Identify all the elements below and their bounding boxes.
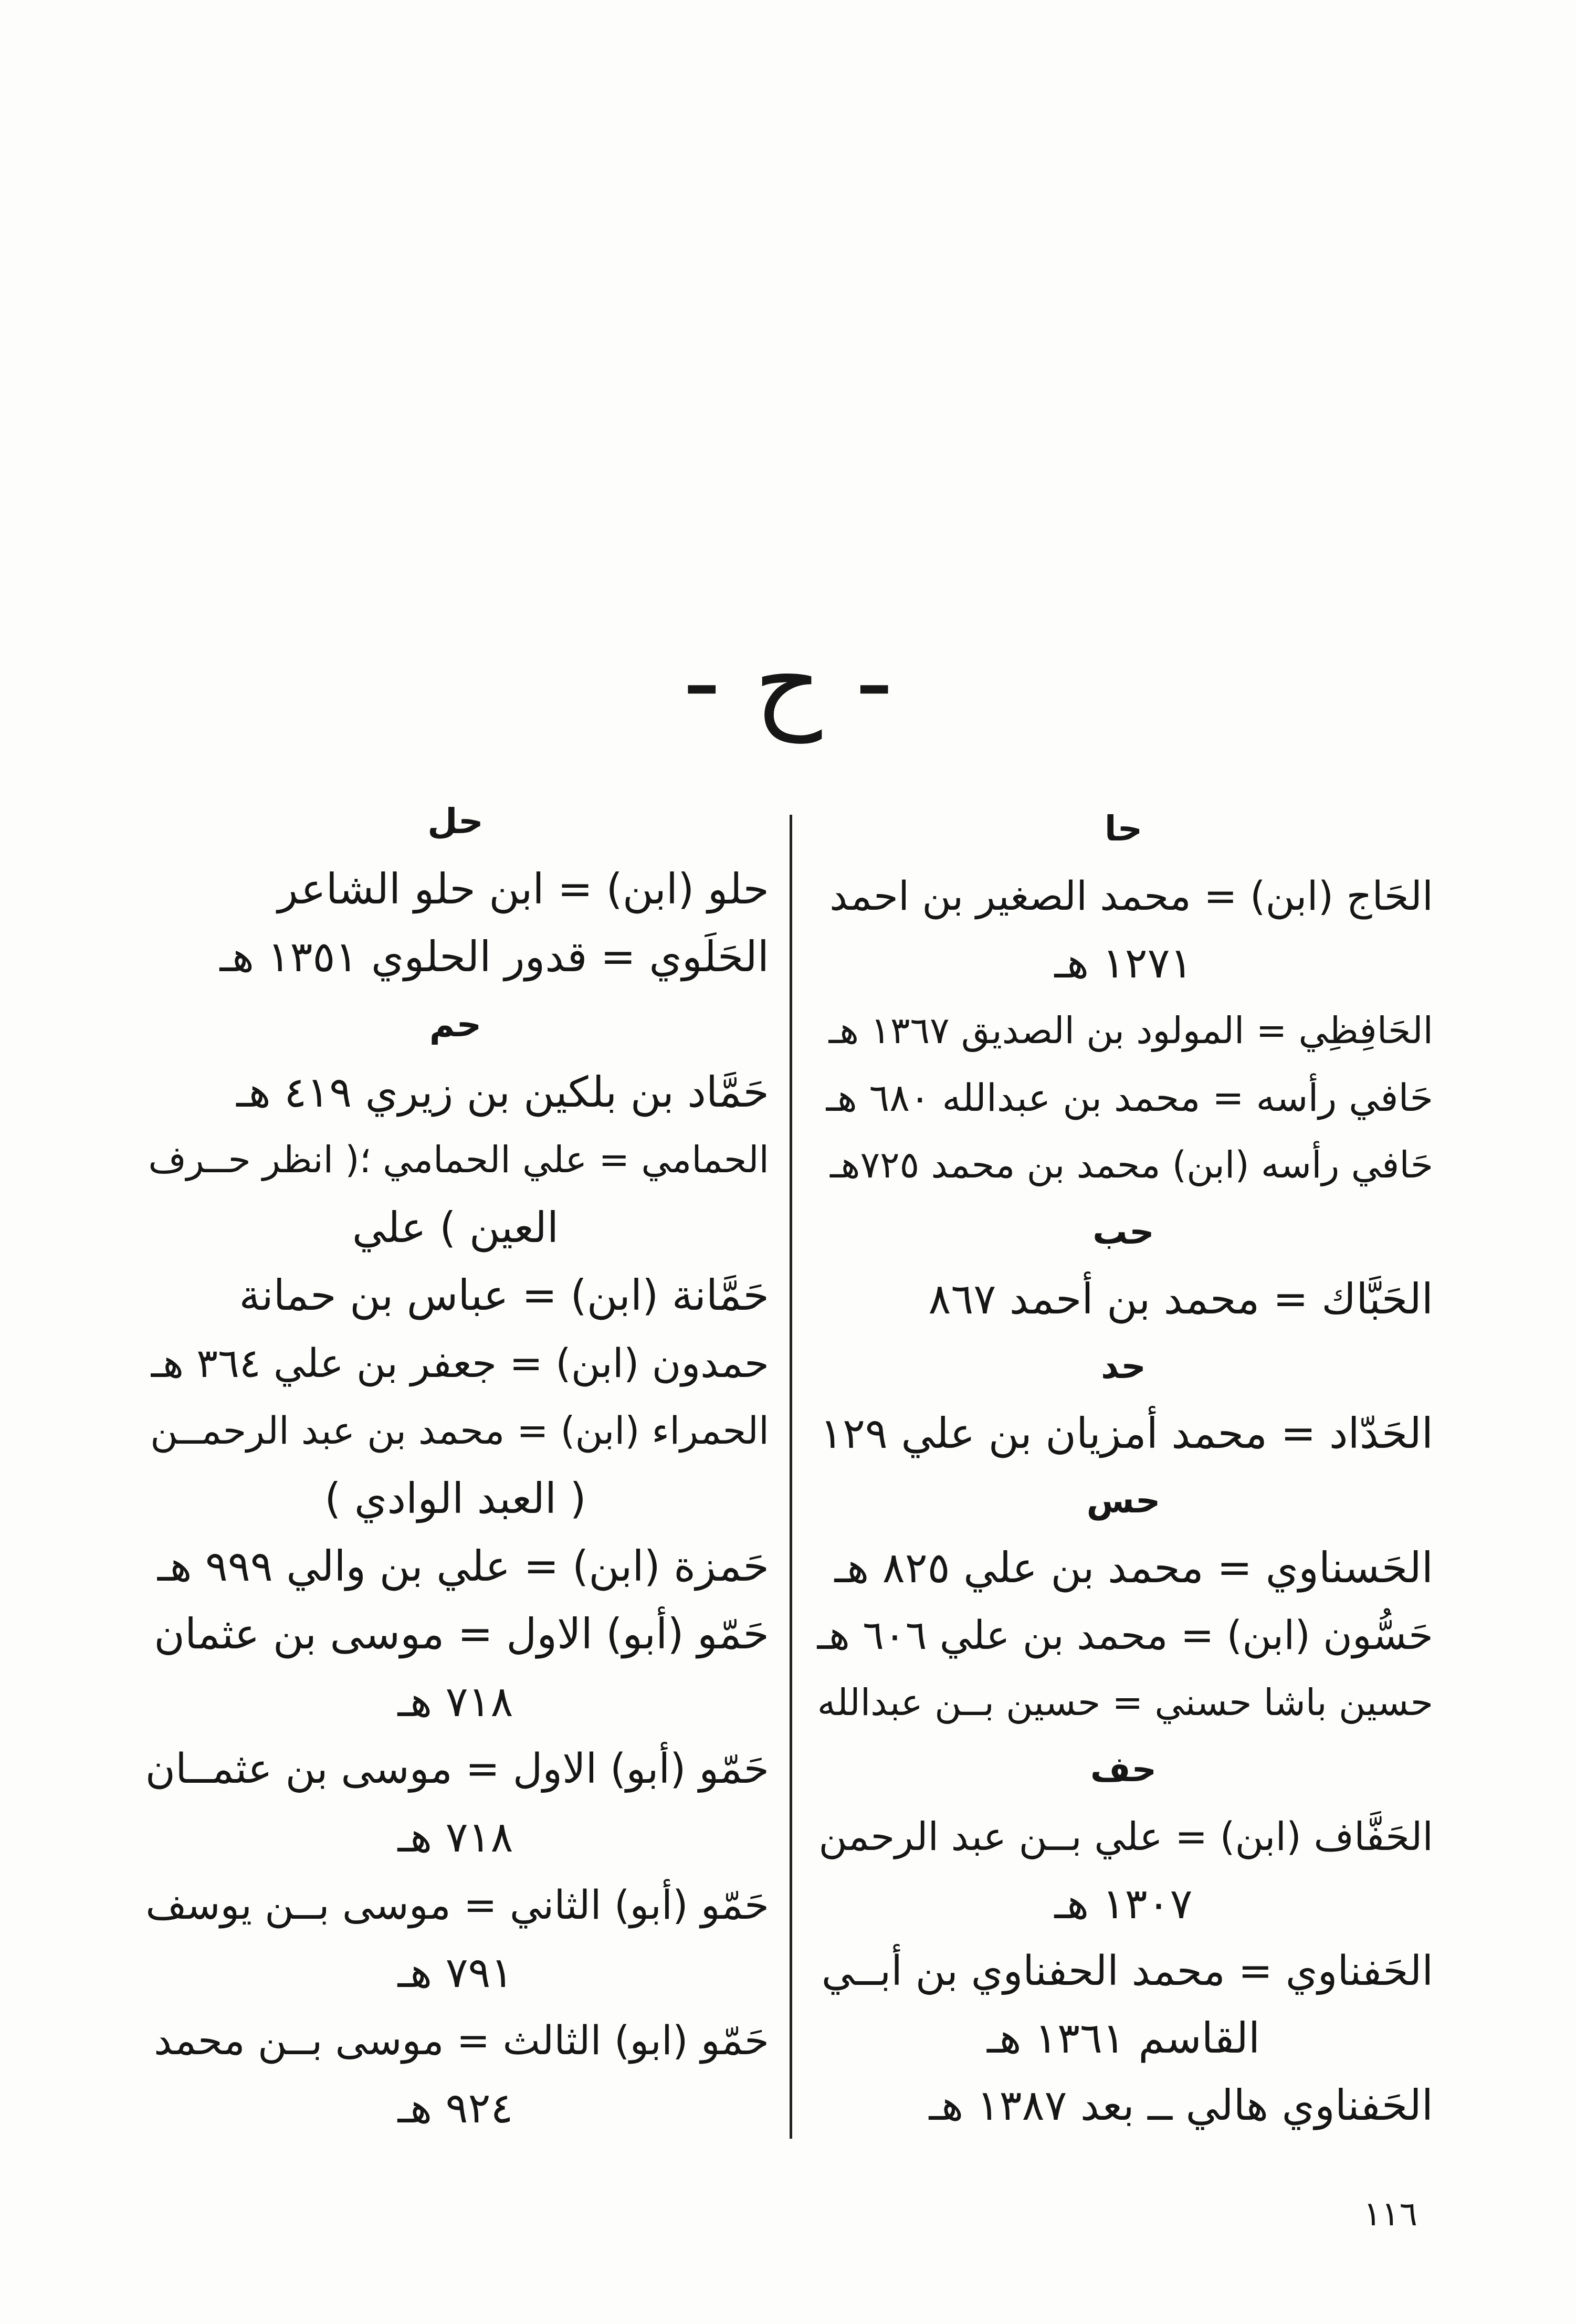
index-entry-continuation: العين ) علي	[352, 1203, 559, 1252]
column-divider	[790, 815, 792, 2139]
index-entry: حَمَّاد بن بلكين بن زيري ٤١٩ هـ	[236, 1068, 769, 1117]
index-entry-continuation: ١٣٠٧ هـ	[1054, 1879, 1193, 1928]
index-entry: حمدون (ابن) = جعفر بن علي ٣٦٤ هـ	[151, 1340, 769, 1386]
page-number: ١١٦	[1363, 2195, 1417, 2234]
index-entry: الحَافِظِي = المولود بن الصديق ١٣٦٧ هـ	[828, 1009, 1433, 1052]
index-entry: الحَسناوي = محمد بن علي ٨٢٥ هـ	[834, 1543, 1433, 1592]
section-heading: حس	[1086, 1480, 1161, 1521]
index-entry: الحمراء (ابن) = محمد بن عبد الرحمــن	[150, 1408, 769, 1453]
index-entry: حَمّو (أبو) الاول = موسى بن عثمــان	[145, 1745, 769, 1793]
section-heading: حف	[1090, 1749, 1157, 1790]
index-entry: حَمّو (أبو) الثاني = موسى بــن يوسف	[145, 1881, 769, 1928]
index-entry: الحَاج (ابن) = محمد الصغير بن احمد	[829, 872, 1433, 919]
index-entry: الحَلَوي = قدور الحلوي ١٣٥١ هـ	[219, 932, 769, 981]
index-entry: حَمّو (أبو) الاول = موسى بن عثمان	[154, 1610, 769, 1658]
index-entry: الحَفناوي = محمد الحفناوي بن أبــي	[821, 1948, 1433, 1995]
index-entry: حَمّو (ابو) الثالث = موسى بــن محمد	[154, 2017, 769, 2064]
index-entry-continuation: ٧٩١ هـ	[397, 1948, 513, 1997]
section-heading: حل	[427, 801, 484, 842]
index-entry: الحَفناوي هالي ــ بعد ١٣٨٧ هـ	[929, 2081, 1433, 2130]
index-entry: حسين باشا حسني = حسين بــن عبدالله	[817, 1681, 1433, 1724]
left-column	[142, 787, 769, 2142]
index-entry: الحَدّاد = محمد أمزيان بن علي ١٢٩	[819, 1409, 1433, 1458]
index-entry: الحَفَّاف (ابن) = علي بــن عبد الرحمن	[818, 1814, 1433, 1859]
index-entry-continuation: ٩٢٤ هـ	[397, 2084, 513, 2132]
index-entry: الحَبَّاك = محمد بن أحمد ٨٦٧	[928, 1275, 1433, 1323]
section-heading: حا	[1104, 808, 1143, 849]
section-heading: حم	[429, 1004, 482, 1045]
right-column	[814, 795, 1433, 2139]
index-entry-continuation: ٧١٨ هـ	[397, 1813, 513, 1862]
index-entry: حَافي رأسه = محمد بن عبدالله ٦٨٠ هـ	[826, 1076, 1433, 1120]
index-entry: الحمامي = علي الحمامي ؛( انظر حــرف	[148, 1138, 769, 1181]
section-letter-title: - ح -	[682, 621, 894, 743]
index-entry: حَافي رأسه (ابن) محمد بن محمد ٧٢٥هـ	[830, 1143, 1433, 1186]
section-heading: حد	[1101, 1346, 1146, 1386]
section-heading: حب	[1092, 1212, 1154, 1252]
index-entry: حَمزة (ابن) = علي بن والي ٩٩٩ هـ	[157, 1542, 769, 1591]
index-entry-continuation: القاسم ١٣٦١ هـ	[986, 2014, 1260, 2063]
index-entry-continuation: ١٢٧١ هـ	[1054, 939, 1193, 987]
index-entry: حلو (ابن) = ابن حلو الشاعر	[277, 865, 769, 913]
index-entry-continuation: ( العبد الوادي )	[324, 1474, 586, 1523]
index-entry: حَسُّون (ابن) = محمد بن علي ٦٠٦ هـ	[817, 1612, 1433, 1658]
index-entry-continuation: ٧١٨ هـ	[397, 1677, 513, 1726]
index-entry: حَمَّانة (ابن) = عباس بن حمانة	[239, 1271, 769, 1320]
